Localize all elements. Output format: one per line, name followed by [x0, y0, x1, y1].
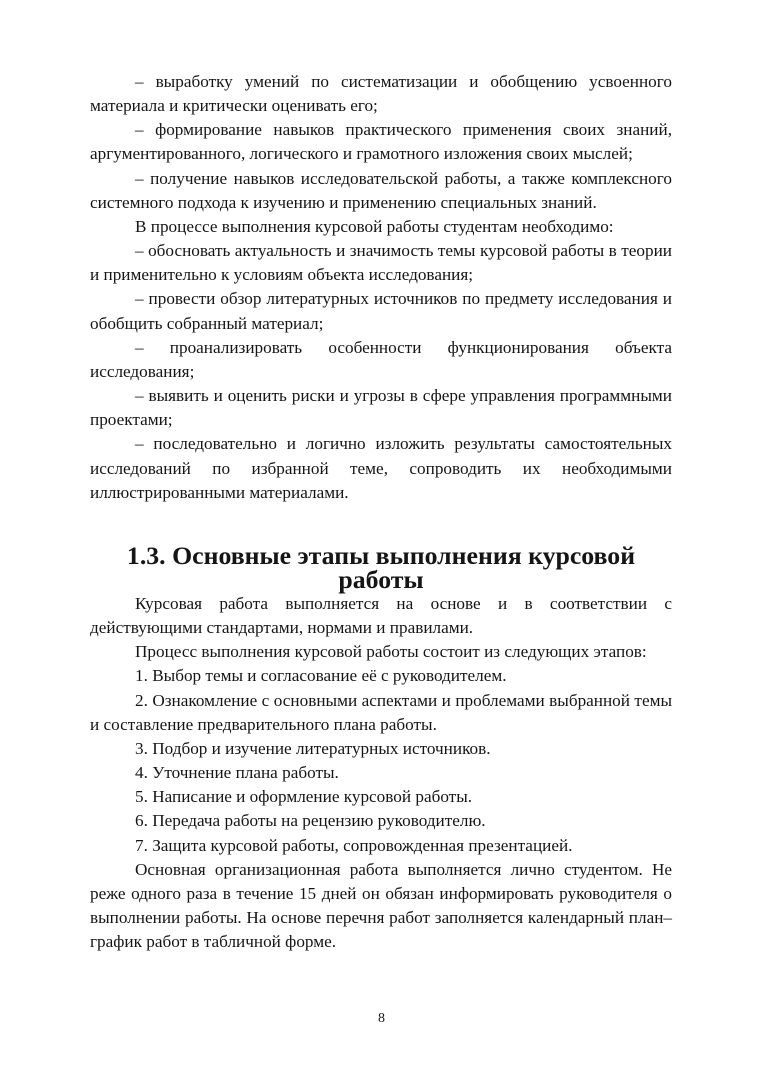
intro-text-block — [90, 70, 672, 505]
section-heading: 1.3. Основные этапы выполнения курсовой работы — [126, 541, 636, 594]
stage-item-6: 6. Передача работы на рецензию руководителю. — [135, 811, 486, 831]
stage-item-7: 7. Защита курсовой работы, сопровожденная презентацией. — [135, 835, 573, 855]
intro-paragraph-8: – выявить и оценить риски и угрозы в сфере управления программными проектами; — [90, 386, 672, 430]
intro-paragraph-7: – проанализировать особенности функционирования объекта исследования; — [90, 337, 672, 381]
intro-paragraph-5: – обосновать актуальность и значимость темы курсовой работы в теории и применительно к условиям объекта исследования; — [90, 241, 672, 285]
stage-item-4: 4. Уточнение плана работы. — [135, 763, 339, 783]
stage-item-1: 1. Выбор темы и согласование её с руководителем. — [135, 666, 507, 686]
intro-paragraph-1: – выработку умений по систематизации и обобщению усвоенного материала и критически оценивать его; — [90, 72, 672, 116]
stage-item-5: 5. Написание и оформление курсовой работы. — [135, 787, 473, 807]
section-paragraph-1: Курсовая работа выполняется на основе и в соответствии с действующими стандартами, нормами и правилами. — [90, 594, 672, 638]
stage-item-2: 2. Ознакомление с основными аспектами и проблемами выбранной темы и составление предварительного плана работы. — [90, 690, 672, 734]
page-number: 8 — [378, 1011, 385, 1026]
section-paragraph-final: Основная организационная работа выполняется лично студентом. Не реже одного раза в течение 15 дней он обязан информировать руководителя о выполнении работы. На основе перечня работ заполняется календарный план–график работ в табличной форме. — [90, 859, 672, 952]
section-paragraph-2: Процесс выполнения курсовой работы состоит из следующих этапов: — [135, 642, 647, 662]
intro-paragraph-6: – провести обзор литературных источников по предмету исследования и обобщить собранный материал; — [90, 289, 672, 333]
intro-paragraph-9: – последовательно и логично изложить результаты самостоятельных исследований по избранной теме, сопроводить их необходимыми иллюстрированными материалами. — [90, 434, 672, 502]
stage-item-3: 3. Подбор и изучение литературных источников. — [135, 738, 491, 758]
section-text-block — [90, 592, 672, 954]
intro-paragraph-3: – получение навыков исследовательской работы, а также комплексного системного подхода к изучению и применению специальных знаний. — [90, 168, 672, 212]
intro-paragraph-4: В процессе выполнения курсовой работы студентам необходимо: — [135, 216, 614, 236]
intro-paragraph-2: – формирование навыков практического применения своих знаний, аргументированного, логического и грамотного изложения своих мыслей; — [90, 120, 672, 164]
